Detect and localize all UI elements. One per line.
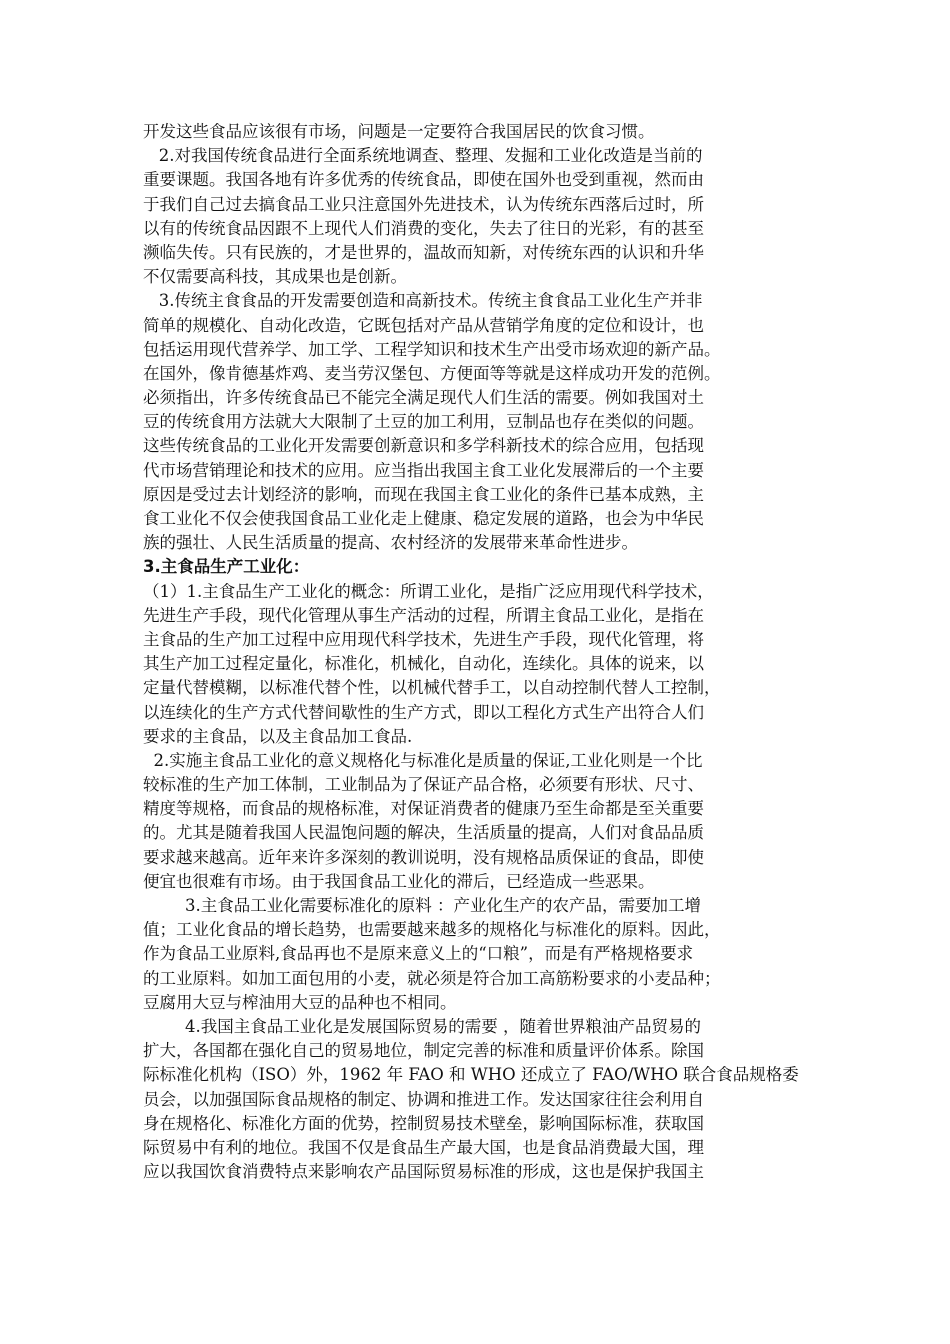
- text-line: 要求越来越高。近年来许多深刻的教训说明，没有规格品质保证的食品，即使: [143, 847, 704, 867]
- text-line: 身在规格化、标准化方面的优势，控制贸易技术壁垒，影响国际标准，获取国: [143, 1113, 704, 1133]
- document-body: [143, 120, 833, 1184]
- text-line: 主食品的生产加工过程中应用现代科学技术，先进生产手段，现代化管理，将: [143, 629, 704, 649]
- text-line: 应以我国饮食消费特点来影响农产品国际贸易标准的形成，这也是保护我国主: [143, 1162, 704, 1182]
- text-line: 2.对我国传统食品进行全面系统地调查、整理、发掘和工业化改造是当前的: [143, 146, 703, 166]
- text-line: 重要课题。我国各地有许多优秀的传统食品，即使在国外也受到重视，然而由: [143, 170, 704, 190]
- text-line: 其生产加工过程定量化，标准化，机械化，自动化，连续化。具体的说来，以: [143, 654, 704, 674]
- text-line: 于我们自己过去搞食品工业只注意国外先进技术，认为传统东西落后过时，所: [143, 194, 704, 214]
- text-line: 作为食品工业原料,食品再也不是原来意义上的“口粮”，而是有严格规格要求: [143, 944, 694, 964]
- text-line: 4.我国主食品工业化是发展国际贸易的需要 ，随着世界粮油产品贸易的: [143, 1016, 701, 1036]
- text-line: 较标准的生产加工体制，工业制品为了保证产品合格，必须要有形状、尺寸、: [143, 775, 704, 795]
- text-line: 要求的主食品，以及主食品加工食品.: [143, 726, 413, 746]
- text-line: （1）1.主食品生产工业化的概念：所谓工业化，是指广泛应用现代科学技术，: [143, 581, 714, 601]
- text-line: 便宜也很难有市场。由于我国食品工业化的滞后，已经造成一些恶果。: [143, 871, 655, 891]
- text-line: 这些传统食品的工业化开发需要创新意识和多学科新技术的综合应用，包括现: [143, 436, 704, 456]
- section-heading: 3.主食品生产工业化：: [143, 557, 310, 577]
- text-line: 必须指出，许多传统食品已不能完全满足现代人们生活的需要。例如我国对土: [143, 388, 704, 408]
- text-line: 简单的规模化、自动化改造，它既包括对产品从营销学角度的定位和设计，也: [143, 315, 704, 335]
- text-line: 际标准化机构（ISO）外，1962 年 FAO 和 WHO 还成立了 FAO/WHO 联合食品规格委: [143, 1065, 799, 1085]
- text-line: 食工业化不仅会使我国食品工业化走上健康、稳定发展的道路，也会为中华民: [143, 509, 704, 528]
- text-line: 精度等规格，而食品的规格标准，对保证消费者的健康乃至生命都是至关重要: [143, 799, 704, 819]
- text-line: 以连续化的生产方式代替间歇性的生产方式，即以工程化方式生产出符合人们: [143, 702, 704, 722]
- text-line: 3.主食品工业化需要标准化的原料 ：产业化生产的农产品，需要加工增: [143, 896, 701, 915]
- text-line: 在国外，像肯德基炸鸡、麦当劳汉堡包、方便面等等就是这样成功开发的范例。: [143, 363, 721, 383]
- text-block-after-heading: [143, 580, 833, 1185]
- text-line: 扩大，各国都在强化自己的贸易地位，制定完善的标准和质量评价体系。除国: [143, 1041, 704, 1061]
- text-line: 的。尤其是随着我国人民温饱问题的解决，生活质量的提高，人们对食品品质: [143, 823, 704, 843]
- text-line: 值；工业化食品的增长趋势，也需要越来越多的规格化与标准化的原料。因此，: [143, 920, 721, 940]
- text-line: 豆的传统食用方法就大大限制了土豆的加工利用，豆制品也存在类似的问题。: [143, 412, 704, 432]
- text-line: 族的强壮、人民生活质量的提高、农村经济的发展带来革命性进步。: [143, 533, 638, 553]
- text-line: 定量代替模糊，以标准代替个性，以机械代替手工，以自动控制代替人工控制，: [143, 678, 721, 698]
- text-line: 员会，以加强国际食品规格的制定、协调和推进工作。发达国家往往会利用自: [143, 1089, 704, 1109]
- text-line: 3.传统主食食品的开发需要创造和高新技术。传统主食食品工业化生产并非: [143, 291, 703, 311]
- text-line: 包括运用现代营养学、加工学、工程学知识和技术生产出受市场欢迎的新产品。: [143, 339, 721, 359]
- text-line: 以有的传统食品因跟不上现代人们消费的变化，失去了往日的光彩，有的甚至: [143, 218, 704, 238]
- text-line: 濒临失传。只有民族的，才是世界的，温故而知新，对传统东西的认识和升华: [143, 242, 704, 262]
- text-line: 际贸易中有利的地位。我国不仅是食品生产最大国，也是食品消费最大国，理: [143, 1137, 704, 1157]
- text-block-before-heading: [143, 120, 833, 555]
- text-line: 先进生产手段，现代化管理从事生产活动的过程，所谓主食品工业化，是指在: [143, 605, 704, 625]
- text-line: 代市场营销理论和技术的应用。应当指出我国主食工业化发展滞后的一个主要: [143, 460, 704, 480]
- text-line: 2.实施主食品工业化的意义规格化与标准化是质量的保证,工业化则是一个比: [143, 750, 703, 770]
- text-line: 开发这些食品应该很有市场，问题是一定要符合我国居民的饮食习惯。: [143, 122, 655, 141]
- text-line: 原因是受过去计划经济的影响，而现在我国主食工业化的条件已基本成熟，主: [143, 484, 704, 504]
- text-line: 不仅需要高科技，其成果也是创新。: [143, 267, 407, 287]
- text-line: 的工业原料。如加工面包用的小麦，就必须是符合加工高筋粉要求的小麦品种；: [143, 968, 721, 988]
- text-line: 豆腐用大豆与榨油用大豆的品种也不相同。: [143, 992, 457, 1012]
